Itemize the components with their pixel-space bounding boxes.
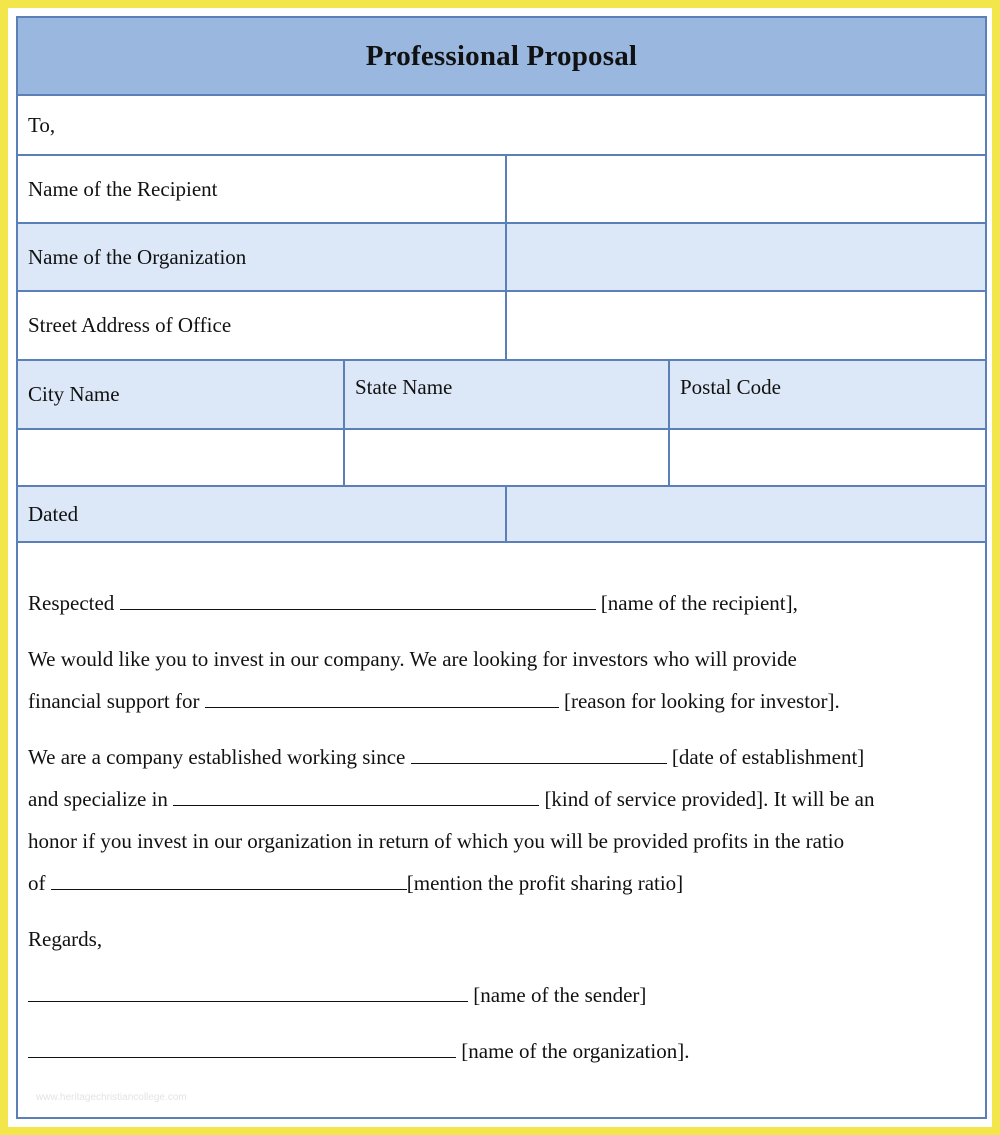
dated-field[interactable] — [505, 487, 985, 541]
recipient-row — [18, 156, 985, 224]
invest-suffix: [reason for looking for investor]. — [563, 689, 840, 713]
watermark: www.heritagechristiancollege.com — [36, 1092, 187, 1103]
dated-row — [18, 487, 985, 543]
dated-label: Dated — [28, 501, 79, 526]
state-label: State Name — [343, 361, 668, 428]
specialize-suffix: [kind of service provided]. It will be an — [544, 787, 875, 811]
to-row — [18, 96, 985, 156]
salutation-line — [28, 582, 978, 624]
company-prefix: We are a company established working since — [28, 745, 406, 769]
proposal-form — [16, 16, 987, 1119]
city-field[interactable] — [18, 430, 343, 485]
of-prefix: of — [28, 871, 46, 895]
honor-line: honor if you invest in our organization in return of which you will be provided profits in the ratio — [28, 829, 845, 853]
title-bar — [18, 18, 985, 96]
ratio-line — [28, 862, 978, 904]
respected-suffix: [name of the recipient], — [600, 591, 798, 615]
location-header-row — [18, 361, 985, 430]
street-row — [18, 292, 985, 361]
postal-field[interactable] — [668, 430, 985, 485]
sender-line — [28, 974, 978, 1016]
letter-body — [28, 536, 978, 1072]
organization-label: Name of the Organization — [28, 244, 247, 269]
recipient-label: Name of the Recipient — [28, 176, 218, 201]
reason-blank[interactable] — [205, 689, 559, 708]
organization-row — [18, 224, 985, 292]
regards-line: Regards, — [28, 927, 103, 951]
recipient-field[interactable] — [505, 156, 985, 222]
city-label: City Name — [28, 382, 120, 406]
street-field[interactable] — [505, 292, 985, 359]
ratio-blank[interactable] — [51, 871, 407, 890]
street-label: Street Address of Office — [28, 313, 232, 337]
invest-prefix: financial support for — [28, 689, 200, 713]
location-value-row — [18, 430, 985, 487]
service-blank[interactable] — [173, 787, 539, 806]
of-suffix: [mention the profit sharing ratio] — [406, 871, 684, 895]
recipient-blank[interactable] — [120, 591, 596, 610]
invest-line-1: We would like you to invest in our company. We are looking for investors who will provide — [28, 647, 797, 671]
document-page — [8, 8, 992, 1127]
company-suffix: [date of establishment] — [671, 745, 865, 769]
to-label: To, — [28, 112, 56, 137]
sender-suffix: [name of the sender] — [473, 983, 647, 1007]
sender-blank[interactable] — [28, 983, 468, 1002]
org-suffix: [name of the organization]. — [461, 1039, 690, 1063]
state-field[interactable] — [343, 430, 668, 485]
respected-prefix: Respected — [28, 591, 115, 615]
organization-blank[interactable] — [28, 1039, 456, 1058]
form-title: Professional Proposal — [365, 39, 638, 72]
company-line — [28, 736, 978, 778]
organization-field[interactable] — [505, 224, 985, 290]
establishment-blank[interactable] — [411, 745, 667, 764]
postal-label: Postal Code — [668, 361, 985, 428]
specialize-prefix: and specialize in — [28, 787, 168, 811]
specialize-line — [28, 778, 978, 820]
organization-line — [28, 1030, 978, 1072]
invest-line-2 — [28, 680, 978, 722]
